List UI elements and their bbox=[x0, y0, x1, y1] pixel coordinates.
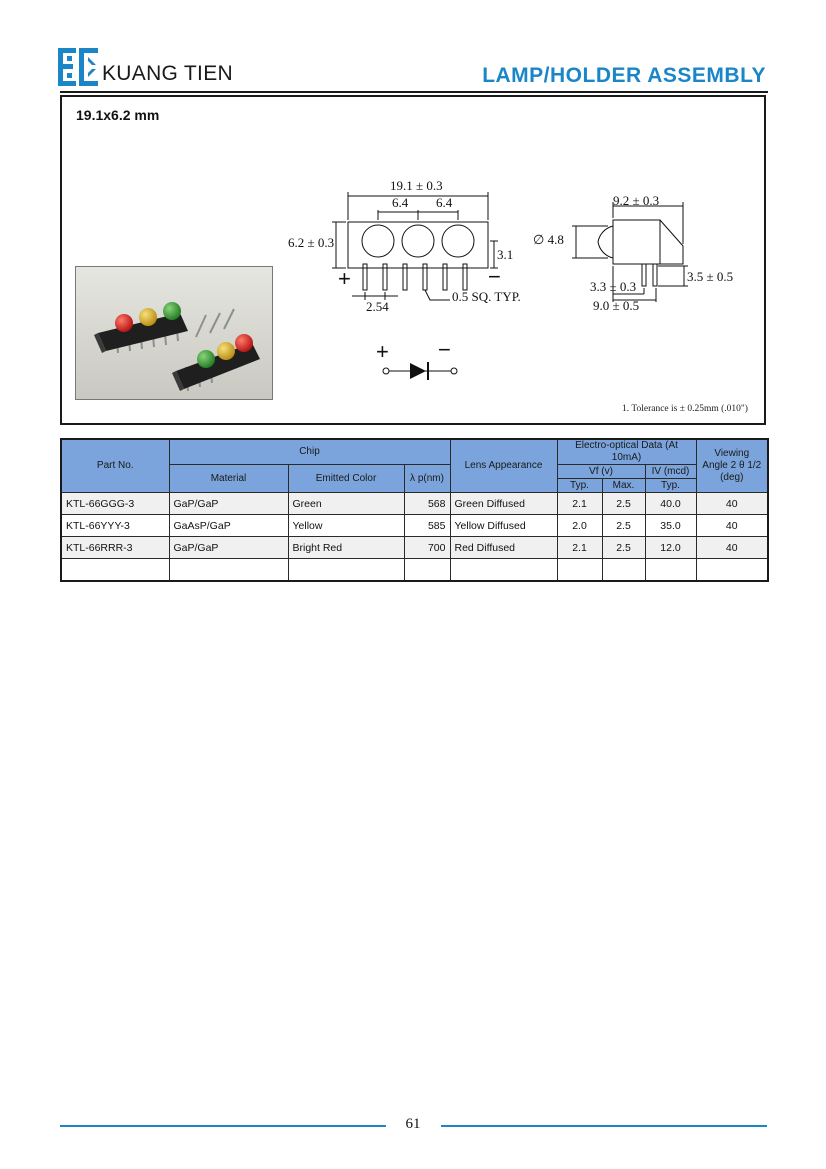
header-emitted-color: Emitted Color bbox=[288, 465, 404, 493]
cell-vf-typ: 2.0 bbox=[557, 515, 602, 537]
kuang-tien-logo-icon bbox=[58, 48, 98, 86]
table-row bbox=[61, 515, 768, 537]
cell-lens: Yellow Diffused bbox=[450, 515, 557, 537]
cell-color: Yellow bbox=[288, 515, 404, 537]
cell-material: GaP/GaP bbox=[169, 537, 288, 559]
table-row-empty bbox=[61, 559, 768, 582]
svg-text:9.0 ± 0.5: 9.0 ± 0.5 bbox=[593, 298, 640, 313]
svg-text:−: − bbox=[438, 337, 451, 362]
section-title: LAMP/HOLDER ASSEMBLY bbox=[482, 64, 766, 87]
cell-color: Green bbox=[288, 493, 404, 515]
header-wavelength: λ p(nm) bbox=[404, 465, 450, 493]
header-material: Material bbox=[169, 465, 288, 493]
cell-iv-typ: 40.0 bbox=[645, 493, 696, 515]
dimension-drawing bbox=[270, 170, 770, 385]
side-view-body bbox=[613, 220, 660, 264]
header-chip: Chip bbox=[169, 439, 450, 465]
cell-iv-typ: 35.0 bbox=[645, 515, 696, 537]
header-part-no: Part No. bbox=[61, 439, 169, 493]
cell-part: KTL-66YYY-3 bbox=[61, 515, 169, 537]
lens-3 bbox=[442, 225, 474, 257]
header-vf-max: Max. bbox=[602, 479, 645, 493]
tolerance-note: 1. Tolerance is ± 0.25mm (.010") bbox=[622, 404, 748, 414]
page-number: 61 bbox=[405, 1116, 421, 1132]
svg-text:2.54: 2.54 bbox=[366, 299, 389, 314]
svg-text:3.1: 3.1 bbox=[497, 247, 514, 262]
brand-name: KUANG TIEN bbox=[102, 62, 233, 85]
svg-text:6.4: 6.4 bbox=[392, 195, 409, 210]
figure-title: 19.1x6.2 mm bbox=[76, 107, 160, 123]
cell-angle: 40 bbox=[696, 537, 768, 559]
header-vf: Vf (v) bbox=[557, 465, 645, 479]
cell-angle: 40 bbox=[696, 515, 768, 537]
product-photo bbox=[75, 266, 273, 400]
cell-color: Bright Red bbox=[288, 537, 404, 559]
cell-vf-max: 2.5 bbox=[602, 537, 645, 559]
svg-text:−: − bbox=[488, 264, 501, 289]
spec-table bbox=[60, 438, 769, 582]
svg-text:+: + bbox=[338, 266, 351, 291]
svg-text:3.5 ± 0.5: 3.5 ± 0.5 bbox=[687, 269, 734, 284]
cell-material: GaP/GaP bbox=[169, 493, 288, 515]
cell-iv-typ: 12.0 bbox=[645, 537, 696, 559]
header-lens: Lens Appearance bbox=[450, 439, 557, 493]
front-view-body bbox=[348, 222, 488, 268]
svg-text:9.2 ± 0.3: 9.2 ± 0.3 bbox=[613, 193, 660, 208]
cell-vf-typ: 2.1 bbox=[557, 493, 602, 515]
cell-wavelength: 568 bbox=[404, 493, 450, 515]
table-row bbox=[61, 493, 768, 515]
footer-rule-left bbox=[60, 1125, 386, 1127]
svg-text:19.1 ± 0.3: 19.1 ± 0.3 bbox=[390, 178, 443, 193]
header-iv-typ: Typ. bbox=[645, 479, 696, 493]
cell-material: GaAsP/GaP bbox=[169, 515, 288, 537]
svg-text:3.3 ± 0.3: 3.3 ± 0.3 bbox=[590, 279, 637, 294]
lens-2 bbox=[402, 225, 434, 257]
cell-lens: Red Diffused bbox=[450, 537, 557, 559]
lens-1 bbox=[362, 225, 394, 257]
table-row bbox=[61, 537, 768, 559]
svg-text:6.4: 6.4 bbox=[436, 195, 453, 210]
cell-wavelength: 700 bbox=[404, 537, 450, 559]
cell-vf-typ: 2.1 bbox=[557, 537, 602, 559]
svg-text:6.2 ± 0.3: 6.2 ± 0.3 bbox=[288, 235, 335, 250]
header-iv: IV (mcd) bbox=[645, 465, 696, 479]
svg-text:+: + bbox=[376, 339, 389, 364]
cell-part: KTL-66RRR-3 bbox=[61, 537, 169, 559]
svg-text:0.5 SQ. TYP.: 0.5 SQ. TYP. bbox=[452, 289, 521, 304]
svg-text:∅ 4.8: ∅ 4.8 bbox=[533, 232, 564, 247]
footer-rule-right bbox=[441, 1125, 767, 1127]
header-rule bbox=[60, 91, 768, 93]
header-vf-typ: Typ. bbox=[557, 479, 602, 493]
cell-vf-max: 2.5 bbox=[602, 515, 645, 537]
cell-vf-max: 2.5 bbox=[602, 493, 645, 515]
header-electro-optical: Electro-optical Data (At 10mA) bbox=[557, 439, 696, 465]
header-viewing-angle: Viewing Angle 2 θ 1/2 (deg) bbox=[696, 439, 768, 493]
cell-angle: 40 bbox=[696, 493, 768, 515]
cell-lens: Green Diffused bbox=[450, 493, 557, 515]
cell-wavelength: 585 bbox=[404, 515, 450, 537]
cell-part: KTL-66GGG-3 bbox=[61, 493, 169, 515]
